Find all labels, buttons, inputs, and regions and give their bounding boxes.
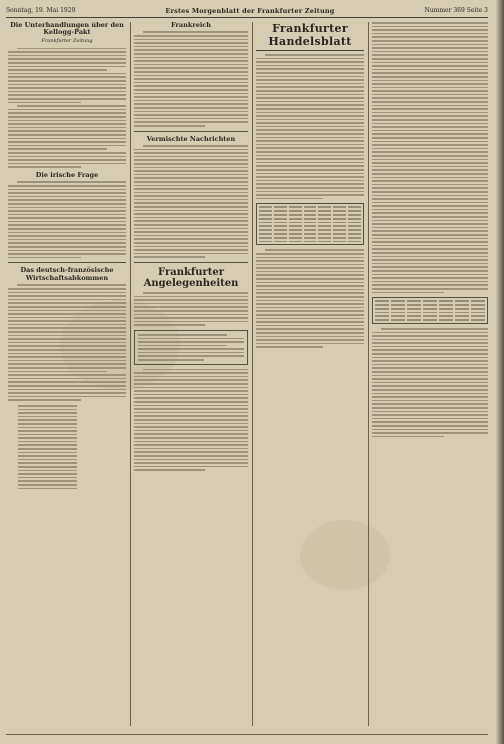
headline-frankfurt-affairs: Frankfurter Angelegenheiten [143, 266, 239, 290]
article-text [134, 145, 248, 258]
column-news [134, 22, 248, 726]
issue-date: Sonntag, 19. Mai 1929 [6, 7, 76, 14]
article-text [372, 22, 488, 293]
article-text [8, 48, 126, 168]
article-text [134, 31, 248, 126]
business-section-title: Frankfurter Handelsblatt [256, 22, 364, 51]
headline-irish-question: Die irische Frage [35, 170, 99, 179]
page-edge-shadow [496, 0, 504, 744]
page-footer-rule [6, 734, 488, 738]
framed-notice [134, 330, 248, 365]
market-table [256, 203, 364, 245]
article-text [134, 292, 248, 326]
headline-economic-agreement: Das deutsch-französische Wirtschaftsabkommen [20, 266, 114, 282]
column-politics [8, 22, 126, 726]
headline-france: Frankreich [170, 22, 212, 29]
column-business [256, 22, 364, 726]
poem-block [18, 405, 126, 489]
column-business-continued [372, 22, 488, 726]
page-number: Nummer 369 Seite 3 [424, 7, 488, 14]
article-text [256, 249, 364, 348]
article-text [8, 284, 126, 401]
masthead: Erstes Morgenblatt der Frankfurter Zeitung [165, 6, 335, 15]
article-text [372, 328, 488, 437]
subhead-kellogg: Frankfurter Zeitung [41, 37, 93, 44]
article-text [134, 369, 248, 471]
headline-miscellaneous: Vermischte Nachrichten [146, 134, 236, 143]
article-text [8, 181, 126, 258]
article-text [256, 54, 364, 199]
exchange-table [372, 297, 488, 324]
page-header [6, 4, 488, 18]
headline-kellogg: Die Unterhandlungen über den Kellogg-Pakt [10, 22, 124, 37]
